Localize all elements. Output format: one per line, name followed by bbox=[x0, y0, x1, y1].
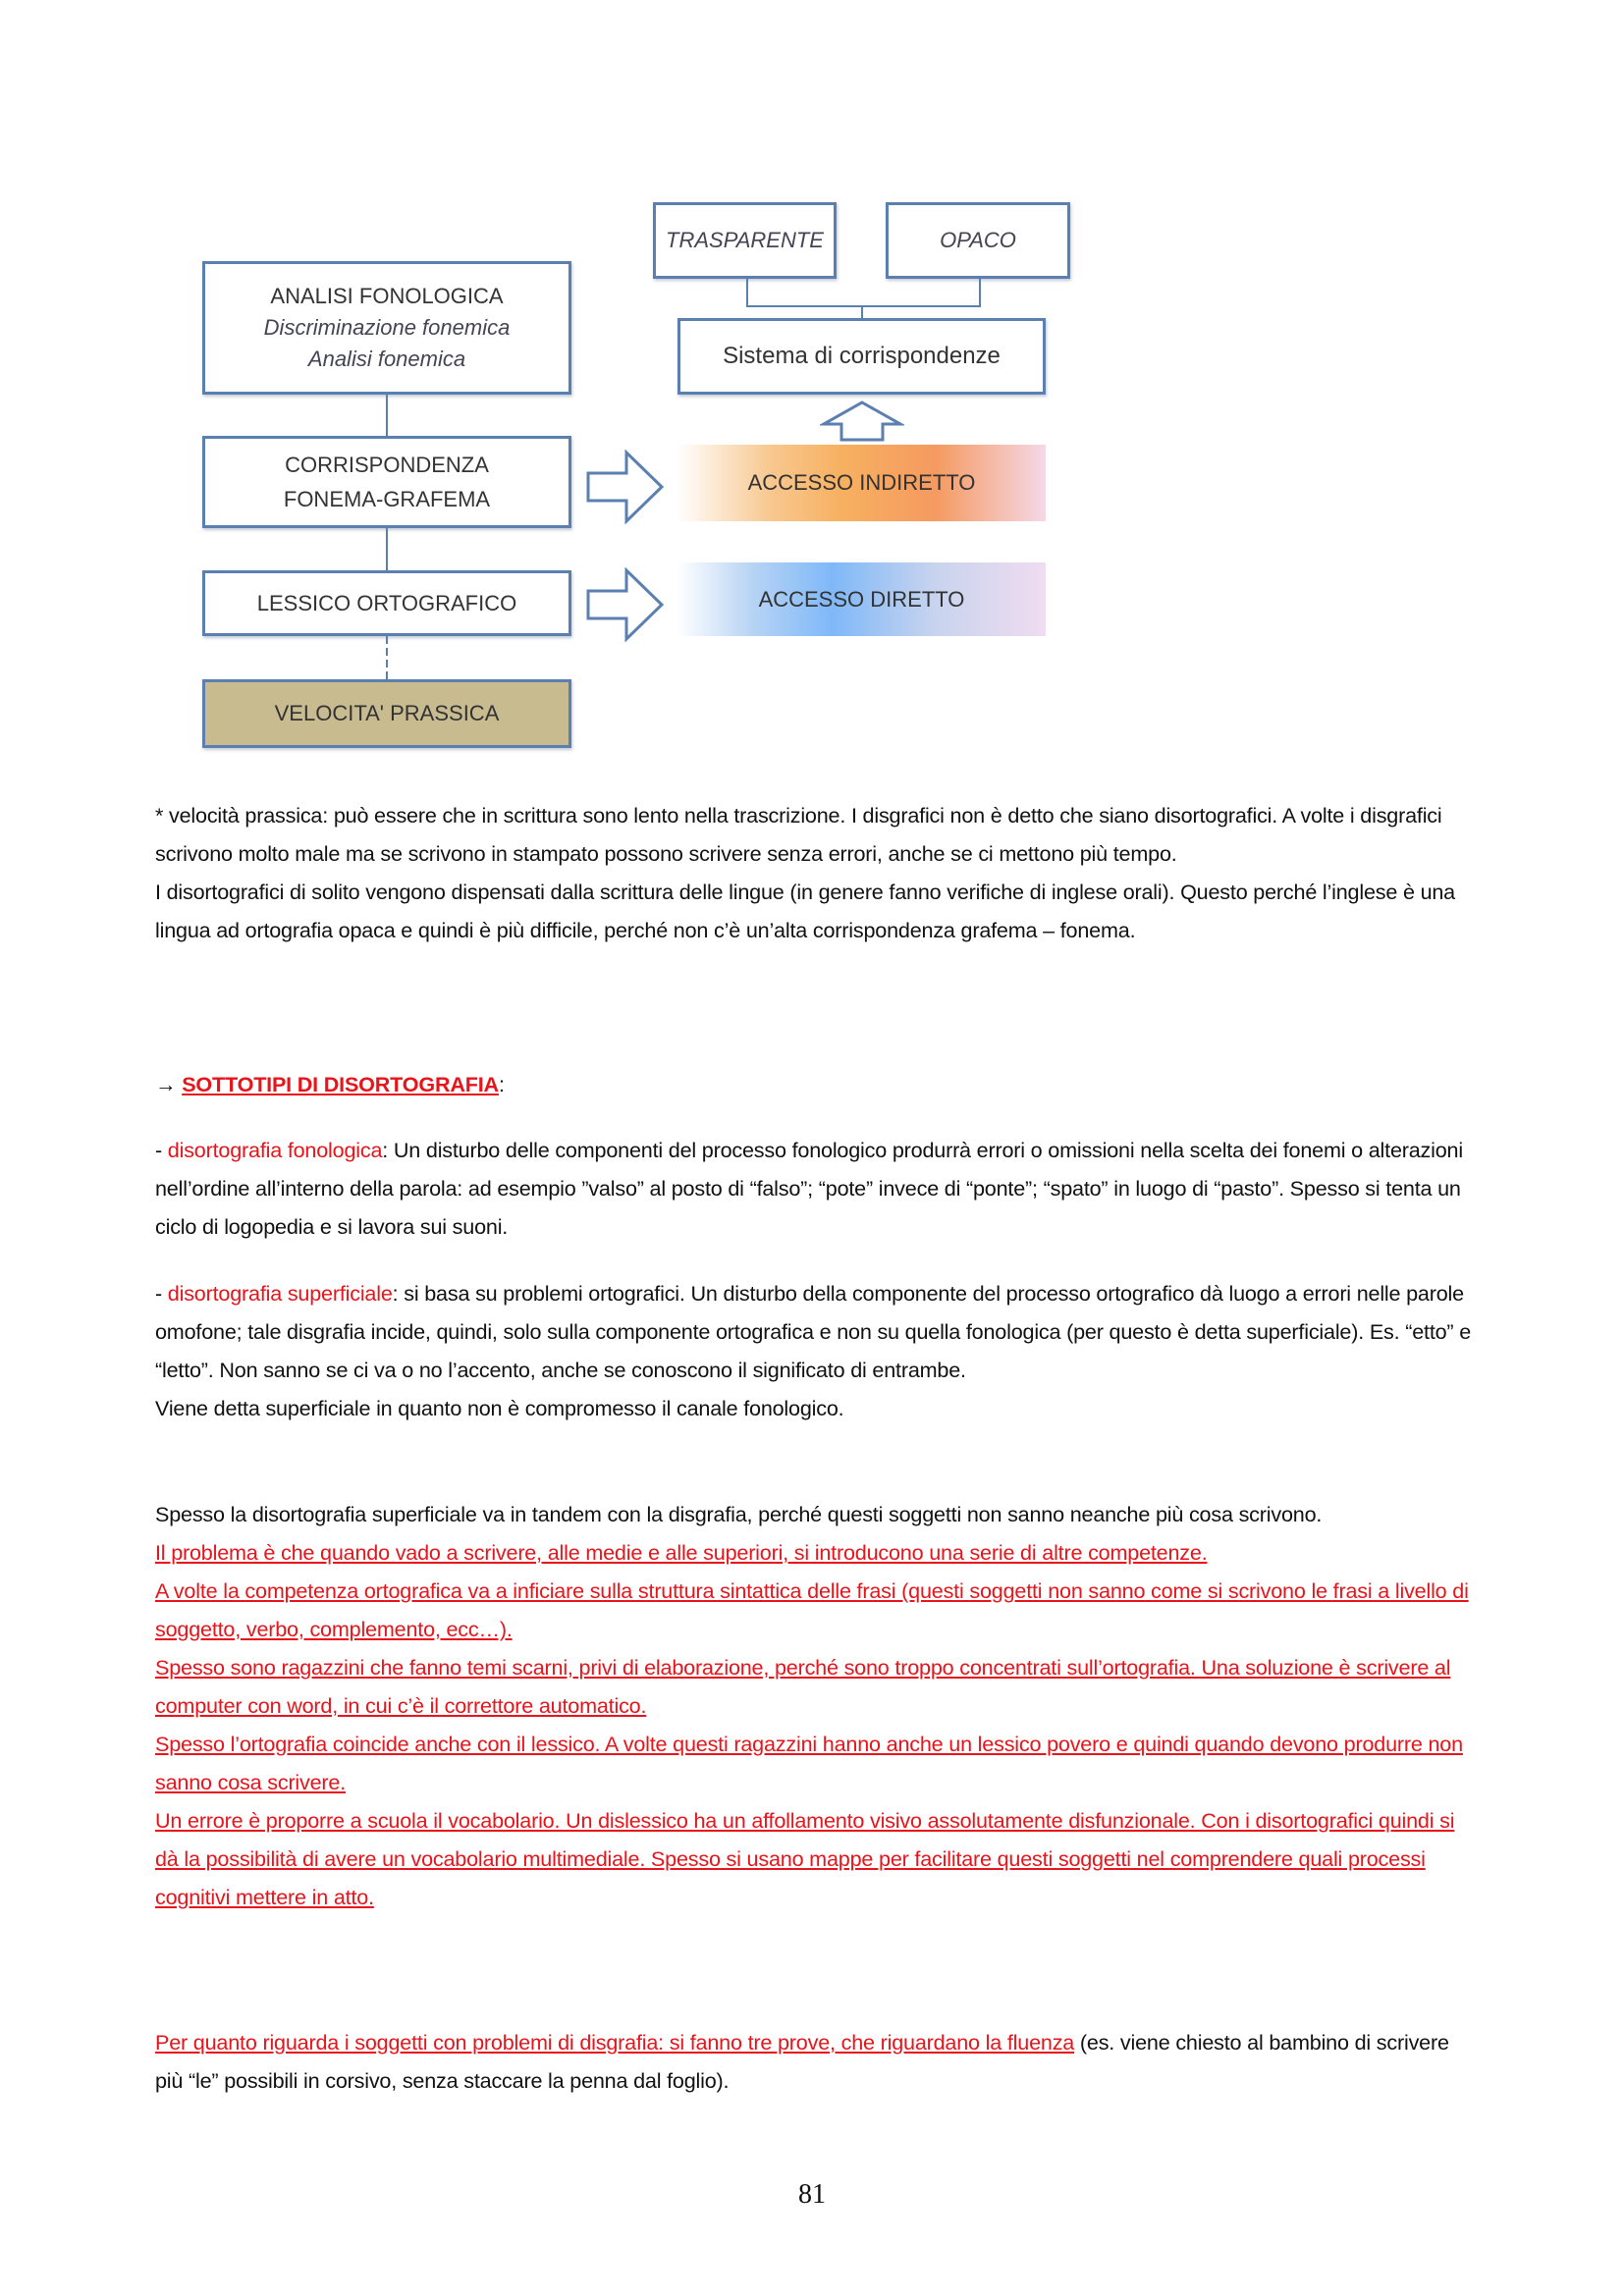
paragraph-fonologica bbox=[155, 1131, 1481, 1246]
accesso-indiretto bbox=[677, 445, 1046, 521]
paragraph-disgrafia bbox=[155, 2023, 1481, 2100]
connector-line bbox=[861, 305, 863, 318]
term-superficiale: disortografia superficiale bbox=[167, 1281, 393, 1306]
dash: - bbox=[155, 1138, 168, 1162]
red-paragraph: Un errore è proporre a scuola il vocabolario. Un dislessico ha un affollamento visivo assolutamente disfunzionale. Con i disortografici quindi si dà la possibilità di avere un vocabolario multimediale. Spesso si usano mappe per facilitare questi soggetti nel comprendere quali processi cognitivi mettere in atto. bbox=[155, 1808, 1455, 1909]
text: (es. viene chiesto al bambino di scrivere più “le” possibili in corsivo, senza staccare la penna dal foglio). bbox=[155, 2030, 1449, 2093]
heading-sottotipi: SOTTOTIPI DI DISORTOGRAFIA bbox=[182, 1072, 499, 1096]
accesso-indiretto-label: ACCESSO INDIRETTO bbox=[747, 470, 976, 495]
paragraph: * velocità prassica: può essere che in scrittura sono lento nella trascrizione. I disgrafici non è detto che siano disortografici. A volte i disgrafici scrivono molto male ma se scrivono in stampato possono scrivere senza errori, anche se ci mettono più tempo. bbox=[155, 803, 1442, 866]
connector-line bbox=[746, 305, 981, 307]
box-analisi-fonologica bbox=[202, 261, 571, 395]
text: : si basa su problemi ortografici. Un disturbo della componente del processo ortografico dà luogo a errori nelle parole omofone; tale disgrafia incide, quindi, solo sulla componente ortografica e non su quella fonologica (per questo è detta superficiale). Es. “etto” e “letto”. Non sanno se ci va o no l’accento, anche se conoscono il significato di entrambe. bbox=[155, 1281, 1472, 1382]
section-heading bbox=[155, 1065, 1481, 1103]
red-paragraph: Il problema è che quando vado a scrivere, alle medie e alle superiori, si introducono una serie di altre competenze. bbox=[155, 1540, 1208, 1565]
trasparente-label: TRASPARENTE bbox=[666, 228, 824, 253]
box-corrispondenza bbox=[202, 436, 571, 528]
paragraph-spesso bbox=[155, 1495, 1481, 1916]
corrispondenza-line1: CORRISPONDENZA bbox=[285, 452, 489, 477]
red-paragraph: Spesso l’ortografia coincide anche con il lessico. A volte questi ragazzini hanno anche un lessico povero e quindi quando devono produrre non sanno cosa scrivere. bbox=[155, 1732, 1463, 1794]
red-text: Per quanto riguarda i soggetti con problemi di disgrafia: si fanno tre prove, che riguardano la fluenza bbox=[155, 2030, 1075, 2055]
velocita-label: VELOCITA' PRASSICA bbox=[274, 701, 500, 726]
box-opaco bbox=[886, 202, 1070, 279]
analisi-title: ANALISI FONOLOGICA bbox=[270, 284, 504, 309]
text: : Un disturbo delle componenti del processo fonologico produrrà errori o omissioni nella scelta dei fonemi o alterazioni nell’ordine all’interno della parola: ad esempio ”valso” al posto di “falso”; “pote” invece di “ponte”; “spato” in luogo di “pasto”. Spesso si tenta un ciclo di logopedia e si lavora sui suoni. bbox=[155, 1138, 1463, 1239]
right-arrow-icon bbox=[585, 450, 666, 524]
arrow-icon: → bbox=[155, 1072, 183, 1096]
analisi-line2: Discriminazione fonemica bbox=[263, 315, 511, 341]
connector-line bbox=[979, 279, 981, 306]
box-sistema-corrispondenze bbox=[677, 318, 1046, 395]
paragraph-velocita-prassica bbox=[155, 796, 1481, 949]
dash: - bbox=[155, 1281, 168, 1306]
corrispondenza-line2: FONEMA-GRAFEMA bbox=[283, 487, 491, 511]
up-arrow-icon bbox=[820, 400, 904, 442]
paragraph-superficiale bbox=[155, 1274, 1481, 1427]
box-trasparente bbox=[653, 202, 837, 279]
connector-line bbox=[386, 528, 388, 570]
paragraph: Spesso la disortografia superficiale va in tandem con la disgrafia, perché questi soggetti non sanno neanche più cosa scrivono. bbox=[155, 1502, 1323, 1526]
right-arrow-icon bbox=[585, 567, 666, 642]
analisi-line3: Analisi fonemica bbox=[307, 346, 466, 371]
box-velocita-prassica bbox=[202, 679, 571, 748]
red-paragraph: A volte la competenza ortografica va a inficiare sulla struttura sintattica delle frasi (questi soggetti non sanno come si scrivono le frasi a livello di soggetto, verbo, complemento, ecc…). bbox=[155, 1578, 1469, 1641]
paragraph: Viene detta superficiale in quanto non è compromesso il canale fonologico. bbox=[155, 1396, 844, 1420]
accesso-diretto bbox=[677, 562, 1046, 636]
term-fonologica: disortografia fonologica bbox=[167, 1138, 383, 1162]
accesso-diretto-label: ACCESSO DIRETTO bbox=[758, 586, 965, 612]
page-number: 81 bbox=[798, 2179, 826, 2210]
red-paragraph: Spesso sono ragazzini che fanno temi scarni, privi di elaborazione, perché sono troppo concentrati sull’ortografia. Una soluzione è scrivere al computer con word, in cui c’è il correttore automatico. bbox=[155, 1655, 1451, 1718]
sistema-label: Sistema di corrispondenze bbox=[723, 342, 1001, 369]
opaco-label: OPACO bbox=[940, 228, 1016, 253]
connector-line bbox=[746, 279, 748, 306]
paragraph: I disortografici di solito vengono dispensati dalla scrittura delle lingue (in genere fanno verifiche di inglese orali). Questo perché l’inglese è una lingua ad ortografia opaca e quindi è più difficile, perché non c’è un’alta corrispondenza grafema – fonema. bbox=[155, 880, 1455, 942]
heading-colon: : bbox=[498, 1072, 505, 1096]
box-lessico-ortografico bbox=[202, 570, 571, 636]
lessico-label: LESSICO ORTOGRAFICO bbox=[256, 590, 517, 615]
connector-line bbox=[386, 395, 388, 436]
connector-line-dashed bbox=[386, 636, 388, 679]
